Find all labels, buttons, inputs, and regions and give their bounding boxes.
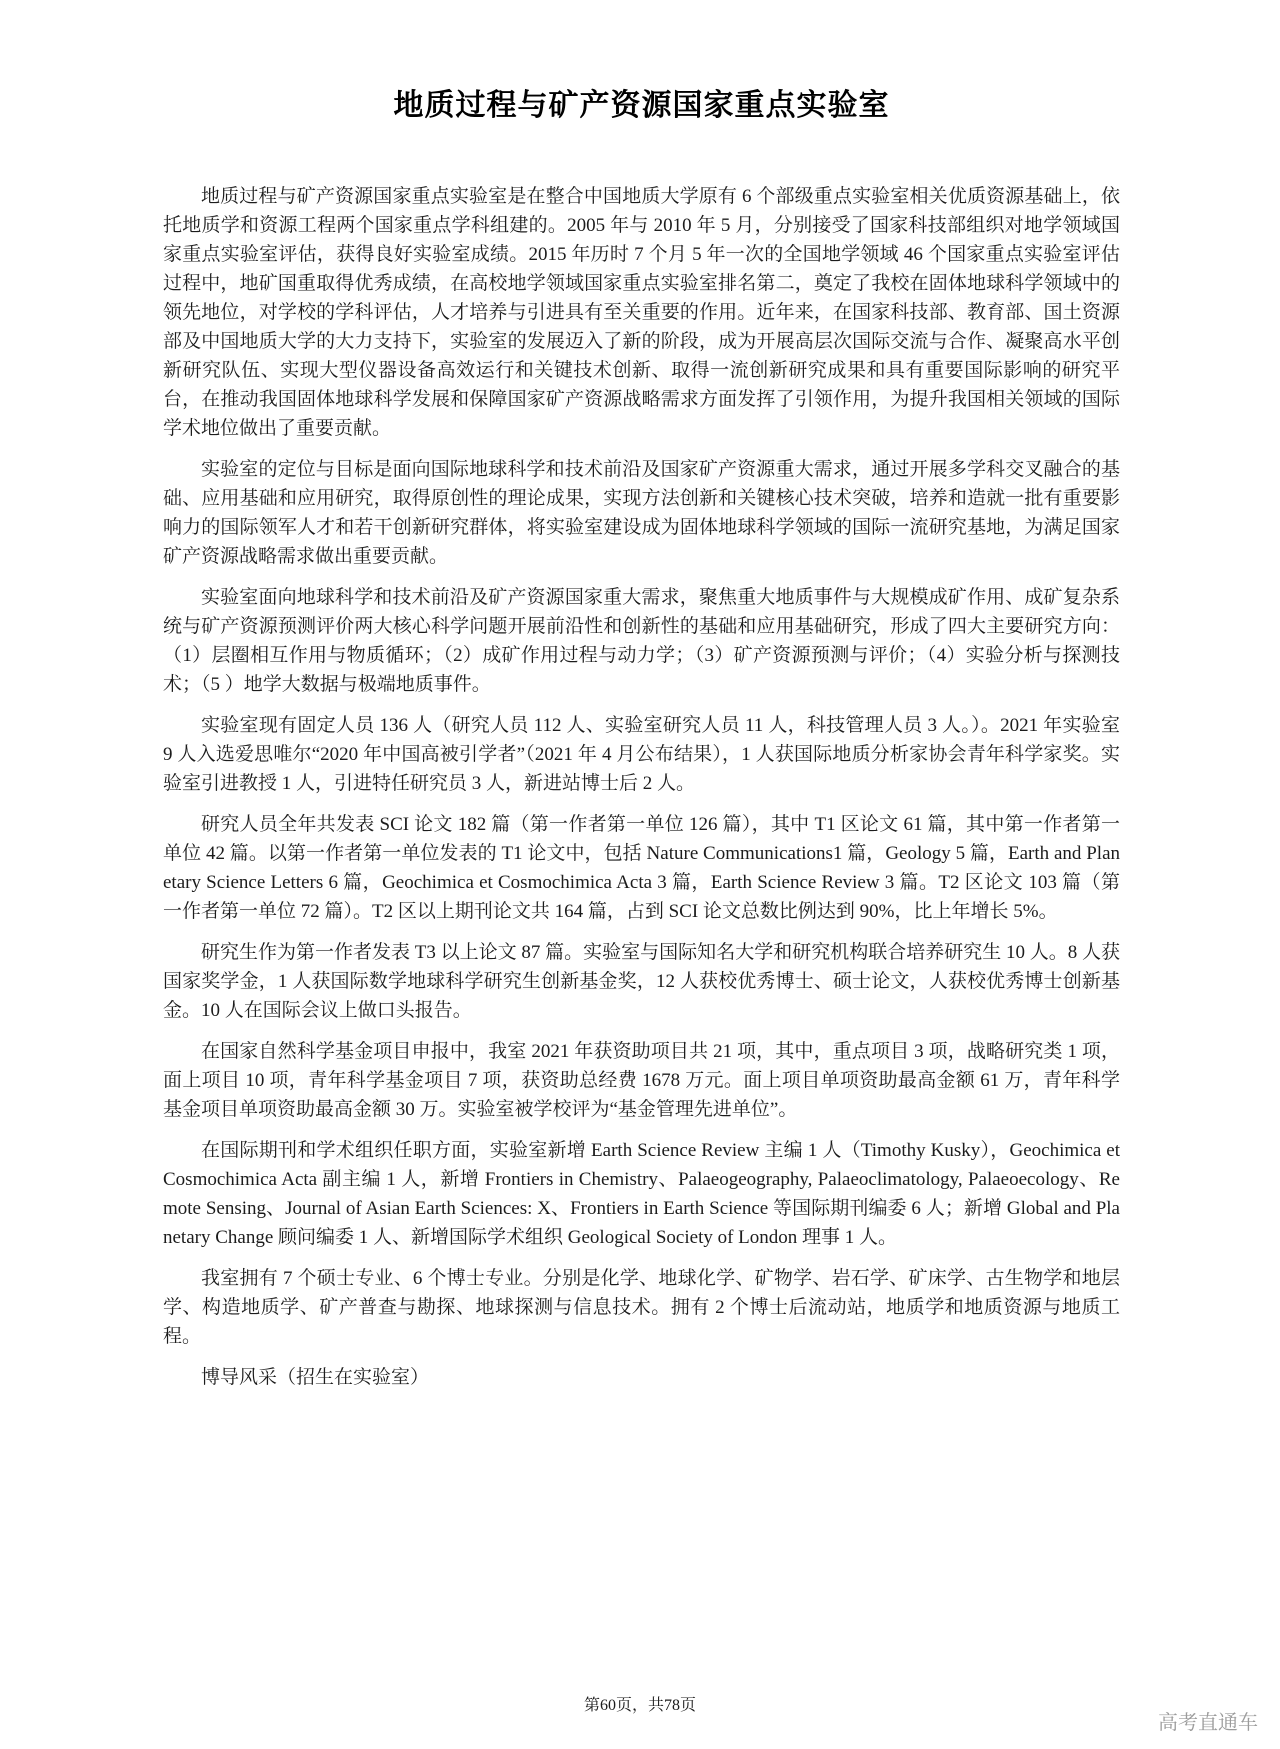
paragraph-nsfc-funding: 在国家自然科学基金项目申报中，我室 2021 年获资助项目共 21 项，其中，重点项目 3 项，战略研究类 1 项， 面上项目 10 项，青年科学基金项目 7 项，获资助总经费 1678 万元。面上项目单项资助最高金额 61 万，青年科学基金项目单项资助最高金额 30 万。实验室被学校评为“基金管理先进单位”。 bbox=[163, 1041, 1120, 1120]
paragraph-supervisors-heading: 博导风采（招生在实验室） bbox=[201, 1367, 430, 1388]
paragraph-lab-overview: 地质过程与矿产资源国家重点实验室是在整合中国地质大学原有 6 个部级重点实验室相关优质资源基础上，依托地质学和资源工程两个国家重点学科组建的。2005 年与 2010 年 5 月，分别接受了国家科技部组织对地学领域国家重点实验室评估，获得良好实验室成绩。2015 年历时 7 个月 5 年一次的全国地学领域 46 个国家重点实验室评估过程中，地矿国重取得优秀成绩，在高校地学领域国家重点实验室排名第二，奠定了我校在固体地球科学领域中的领先地位，对学校的学科评估，人才培养与引进具有至关重要的作用。近年来，在国家科技部、教育部、国土资源部及中国地质大学的大力支持下，实验室的发展迈入了新的阶段，成为开展高层次国际交流与合作、凝聚高水平创新研究队伍、实现大型仪器设备高效运行和关键技术创新、取得一流创新研究成果和具有重要国际影响的研究平台，在推动我国固体地球科学发展和保障国家矿产资源战略需求方面发挥了引领作用，为提升我国相关领域的国际学术地位做出了重要贡献。 bbox=[163, 186, 1120, 439]
page-number: 第60页，共78页 bbox=[583, 1697, 696, 1714]
paragraph-positioning-goals: 实验室的定位与目标是面向国际地球科学和技术前沿及国家矿产资源重大需求，通过开展多学科交叉融合的基础、应用基础和应用研究，取得原创性的理论成果，实现方法创新和关键核心技术突破，培养和造就一批有重要影响力的国际领军人才和若干创新研究群体，将实验室建设成为固体地球科学领域的国际一流研究基地，为满足国家矿产资源战略需求做出重要贡献。 bbox=[163, 459, 1120, 567]
paragraph-sci-publications: 研究人员全年共发表 SCI 论文 182 篇（第一作者第一单位 126 篇），其中 T1 区论文 61 篇，其中第一作者第一单位 42 篇。以第一作者第一单位发表的 T1 论文中，包括 Nature Communications1 篇，Geology 5 篇，Earth and Planetary Science Letters 6 篇，Geochimica et Cosmochimica Acta 3 篇，Earth Science Review 3 篇。T2 区论文 103 篇（第一作者第一单位 72 篇）。T2 区以上期刊论文共 164 篇，占到 SCI 论文总数比例达到 90%，比上年增长 5%。 bbox=[163, 814, 1120, 922]
paragraph-journal-appointments: 在国际期刊和学术组织任职方面，实验室新增 Earth Science Review 主编 1 人（Timothy Kusky），Geochimica et Cosmochimica Acta 副主编 1 人，新增 Frontiers in Chemistry、Palaeogeography, Palaeoclimatology, Palaeoecology、Remote Sensing、Journal of Asian Earth Sciences: X、Frontiers in Earth Science 等国际期刊编委 6 人；新增 Global and Planetary Change 顾问编委 1 人、新增国际学术组织 Geological Society of London 理事 1 人。 bbox=[163, 1140, 1120, 1248]
page-title: 地质过程与矿产资源国家重点实验室 bbox=[393, 89, 890, 122]
paragraph-degree-programs: 我室拥有 7 个硕士专业、6 个博士专业。分别是化学、地球化学、矿物学、岩石学、矿床学、古生物学和地层学、构造地质学、矿产普查与勘探、地球探测与信息技术。拥有 2 个博士后流动站，地质学和地质资源与地质工程。 bbox=[163, 1268, 1120, 1347]
paragraph-personnel: 实验室现有固定人员 136 人（研究人员 112 人、实验室研究人员 11 人，科技管理人员 3 人。）。2021 年实验室 9 人入选爱思唯尔“2020 年中国高被引学者”（2021 年 4 月公布结果），1 人获国际地质分析家协会青年科学家奖。实验室引进教授 1 人，引进特任研究员 3 人，新进站博士后 2 人。 bbox=[163, 715, 1120, 794]
paragraph-graduate-students: 研究生作为第一作者发表 T3 以上论文 87 篇。实验室与国际知名大学和研究机构联合培养研究生 10 人。8 人获国家奖学金，1 人获国际数学地球科学研究生创新基金奖，12 人获校优秀博士、硕士论文，人获校优秀博士创新基金。10 人在国际会议上做口头报告。 bbox=[163, 942, 1120, 1021]
watermark: 高考直通车 bbox=[1158, 1712, 1258, 1734]
paragraph-research-directions: 实验室面向地球科学和技术前沿及矿产资源国家重大需求，聚焦重大地质事件与大规模成矿作用、成矿复杂系统与矿产资源预测评价两大核心科学问题开展前沿性和创新性的基础和应用基础研究，形成了四大主要研究方向：（1）层圈相互作用与物质循环；（2）成矿作用过程与动力学；（3）矿产资源预测与评价；（4）实验分析与探测技术；（5 ）地学大数据与极端地质事件。 bbox=[163, 587, 1120, 695]
